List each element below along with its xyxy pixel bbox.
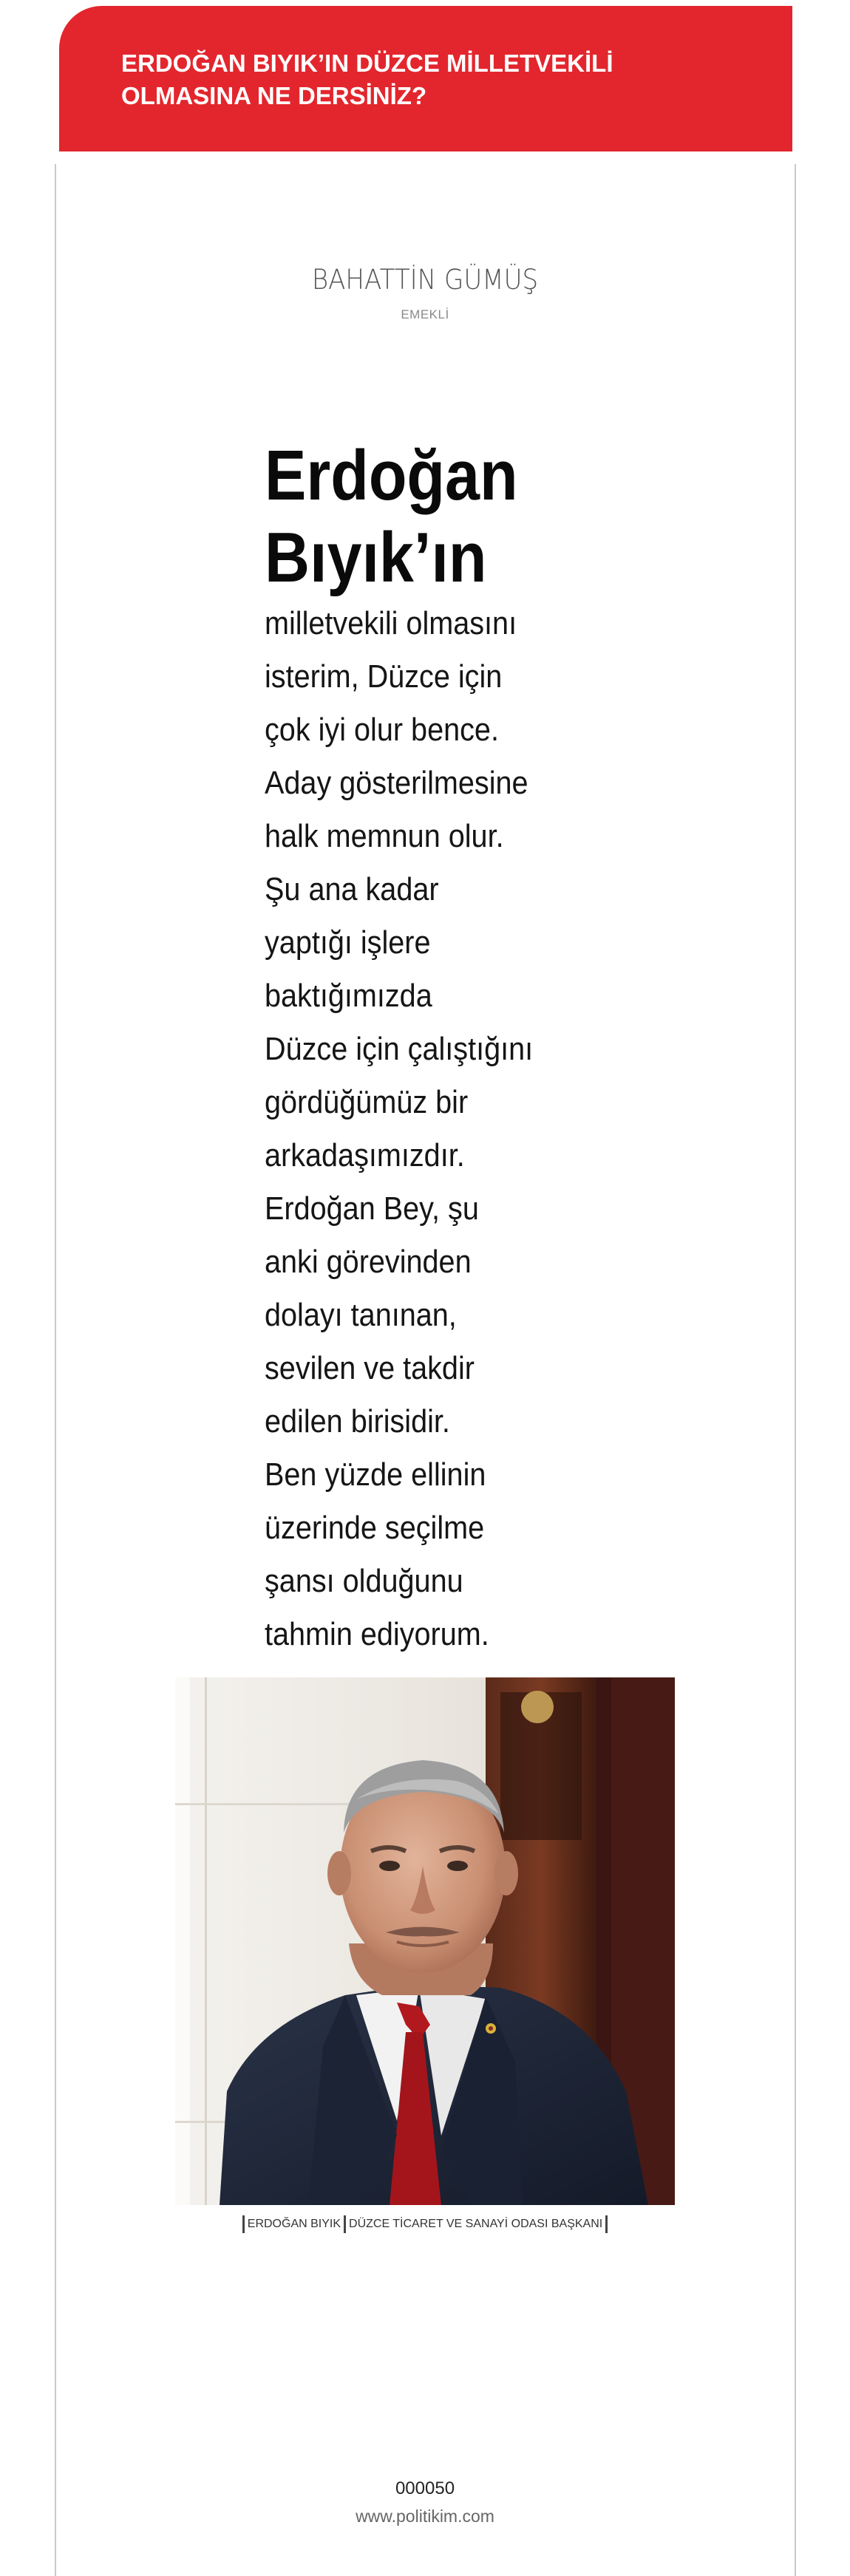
caption-divider [605,2215,608,2233]
caption-divider [344,2215,346,2233]
quote-body-line: Ben yüzde ellinin [265,1456,486,1493]
quote-body-line: dolayı tanınan, [265,1297,457,1333]
quote-heading-line-1: Erdoğan [265,436,518,515]
quote-body-line: yaptığı işlere [265,924,431,961]
site-url-link[interactable]: www.politikim.com [356,2507,494,2526]
page-title-line-1: ERDOĞAN BIYIK’IN DÜZCE MİLLETVEKİLİ [121,50,613,77]
quote-body-line: Erdoğan Bey, şu [265,1190,479,1227]
author-name: BAHATTİN GÜMÜŞ [311,264,539,296]
quote-body-line: Aday gösterilmesine [265,765,528,801]
quote-body-line: Düzce için çalıştığını [265,1031,534,1067]
page-title [121,47,683,112]
caption-person-title: DÜZCE TİCARET VE SANAYİ ODASI BAŞKANI [349,2218,603,2230]
quote-body-line: tahmin ediyorum. [265,1616,489,1652]
page-title-line-2: OLMASINA NE DERSİNİZ? [121,82,427,109]
quote-body-line: baktığımızda [265,978,432,1014]
portrait-illustration [175,1677,675,2205]
quote-body-line: edilen birisidir. [265,1403,450,1439]
quote-body-line: sevilen ve takdir [265,1350,475,1386]
quote-body-line: milletvekili olmasını [265,605,517,641]
quote-body-line: Şu ana kadar [265,871,439,907]
portrait-photo [175,1677,675,2205]
quote-body [265,597,571,1661]
quote-body-line: çok iyi olur bence. [265,712,499,748]
quote-body-line: üzerinde seçilme [265,1510,485,1546]
quote-body-line: arkadaşımızdır. [265,1137,465,1173]
quote-heading [265,435,538,599]
caption-person-name: ERDOĞAN BIYIK [247,2218,341,2230]
page-number: 000050 [395,2478,455,2498]
photo-caption [0,2215,850,2233]
quote-body-line: isterim, Düzce için [265,658,503,695]
page-frame-right-rule [795,164,796,2576]
quote-body-line: halk memnun olur. [265,818,504,854]
quote-body-line: şansı olduğunu [265,1563,463,1599]
quote-heading-line-2: Bıyık’ın [265,518,487,597]
author-role: EMEKLİ [401,307,449,321]
page-frame-left-rule [55,164,56,2576]
quote-body-line: anki görevinden [265,1244,472,1280]
caption-divider [242,2215,245,2233]
header-banner [59,6,792,151]
quote-body-line: gördüğümüz bir [265,1084,469,1120]
